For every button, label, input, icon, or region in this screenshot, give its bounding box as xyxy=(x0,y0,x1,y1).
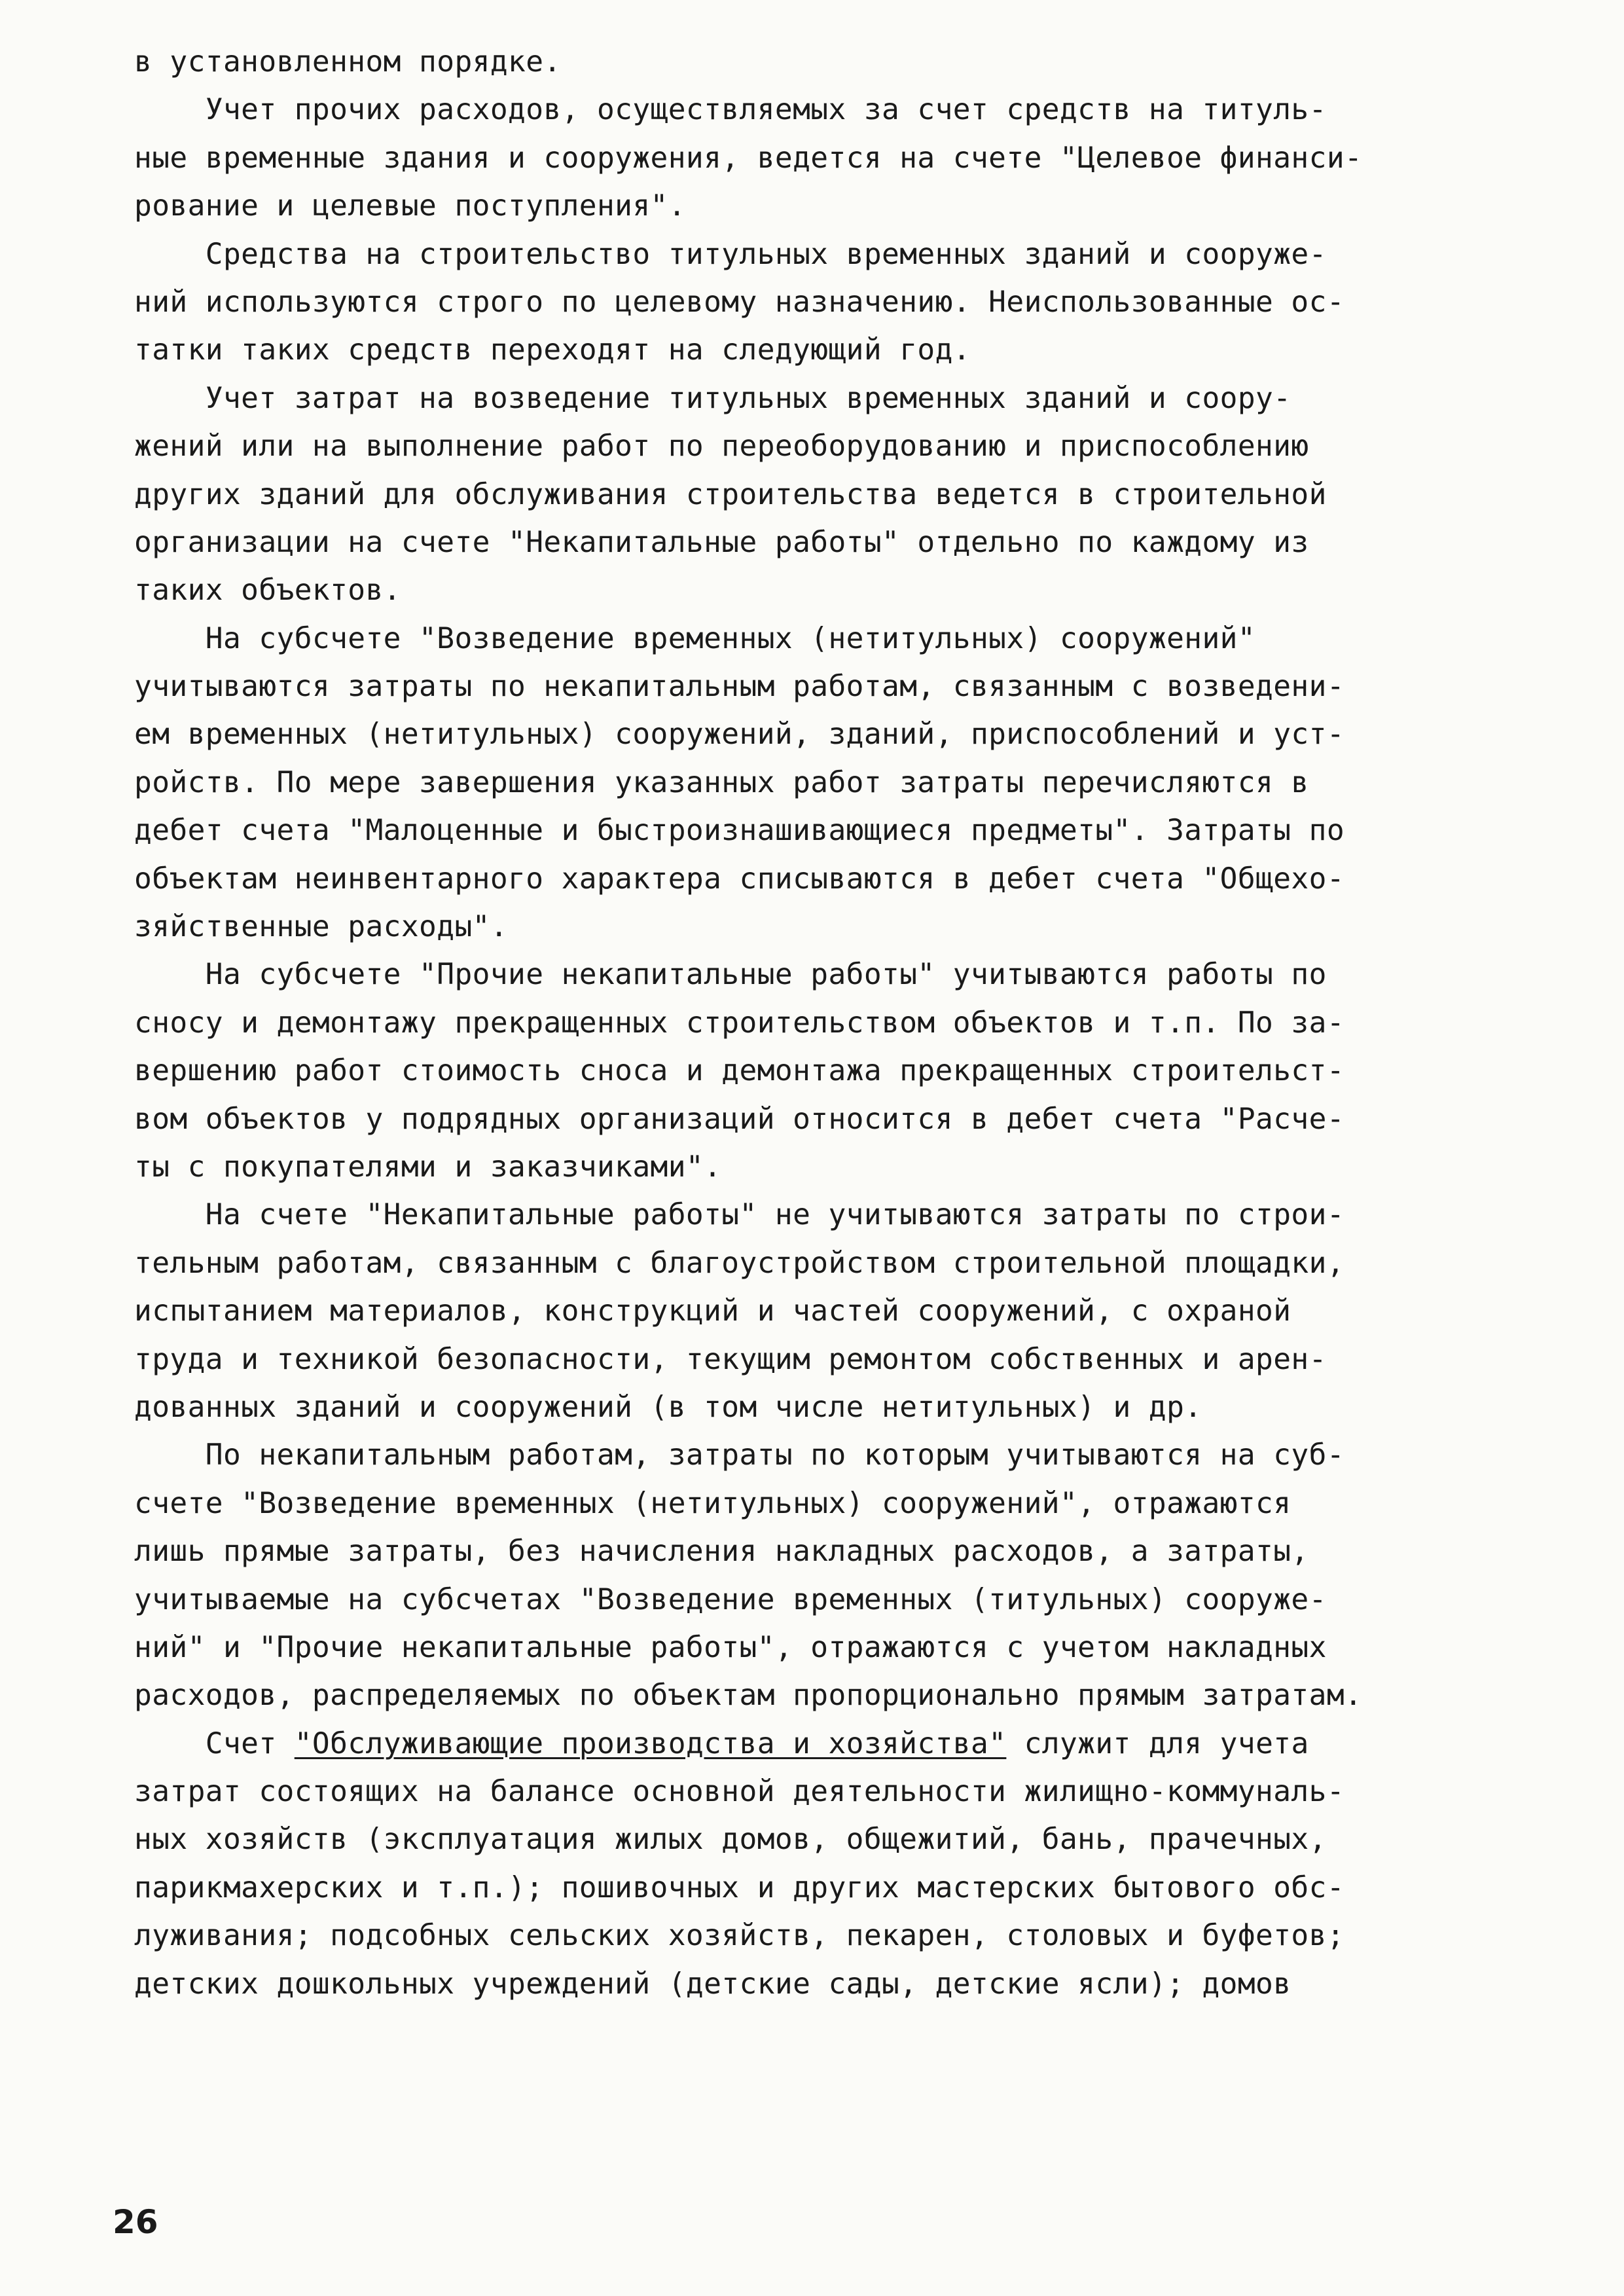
text-line-with-underline xyxy=(134,1720,1535,1768)
text-line: в установленном порядке. xyxy=(134,45,562,79)
text-line: учитываются затраты по некапитальным работам, связанным с возведени- xyxy=(134,670,1345,704)
text-line: других зданий для обслуживания строительства ведется в строительной xyxy=(134,477,1327,511)
text-line: вершению работ стоимость сноса и демонтажа прекращенных строительст- xyxy=(134,1054,1345,1088)
text-line: таких объектов. xyxy=(134,574,401,608)
text-line: организации на счете "Некапитальные работы" отдельно по каждому из xyxy=(134,525,1309,559)
text-line: татки таких средств переходят на следующий год. xyxy=(134,333,971,367)
text-line: парикмахерских и т.п.); пошивочных и других мастерских бытового обс- xyxy=(134,1870,1345,1904)
text-line: Учет затрат на возведение титульных временных зданий и соору- xyxy=(134,381,1291,415)
text-line: учитываемые на субсчетах "Возведение временных (титульных) сооруже- xyxy=(134,1582,1327,1616)
text-line: ний" и "Прочие некапитальные работы", отражаются с учетом накладных xyxy=(134,1630,1327,1664)
text-line: расходов, распределяемых по объектам пропорционально прямым затратам. xyxy=(134,1679,1363,1713)
text-line: детских дошкольных учреждений (детские сады, детские ясли); домов xyxy=(134,1967,1291,2001)
text-line: ты с покупателями и заказчиками". xyxy=(134,1150,722,1184)
text-line: труда и техникой безопасности, текущим ремонтом собственных и арен- xyxy=(134,1342,1327,1376)
text-line: Учет прочих расходов, осуществляемых за счет средств на титуль- xyxy=(134,93,1327,127)
text-line: ройств. По мере завершения указанных работ затраты перечисляются в xyxy=(134,765,1309,799)
text-line: зяйственные расходы". xyxy=(134,910,509,944)
text-line: ем временных (нетитульных) сооружений, зданий, приспособлений и уст- xyxy=(134,718,1345,752)
text-line: счете "Возведение временных (нетитульных) сооружений", отражаются xyxy=(134,1486,1291,1520)
text-line: На субсчете "Прочие некапитальные работы" учитываются работы по xyxy=(134,958,1327,992)
text-line: затрат состоящих на балансе основной деятельности жилищно-коммуналь- xyxy=(134,1775,1345,1809)
text-line: вом объектов у подрядных организаций относится в дебет счета "Расче- xyxy=(134,1102,1345,1136)
text-line: По некапитальным работам, затраты по которым учитываются на суб- xyxy=(134,1438,1345,1472)
text-line: На субсчете "Возведение временных (нетитульных) сооружений" xyxy=(134,621,1256,655)
text-line: ных хозяйств (эксплуатация жилых домов, общежитий, бань, прачечных, xyxy=(134,1823,1327,1857)
text-line: сносу и демонтажу прекращенных строительством объектов и т.п. По за- xyxy=(134,1006,1345,1040)
text-line: дованных зданий и сооружений (в том числе нетитульных) и др. xyxy=(134,1390,1202,1424)
text-line-start: Счет xyxy=(134,1726,295,1760)
text-line: ний используются строго по целевому назначению. Неиспользованные ос- xyxy=(134,285,1345,319)
underlined-account-name: "Обслуживающие производства и хозяйства" xyxy=(294,1726,1007,1760)
text-line: ные временные здания и сооружения, ведется на счете "Целевое финанси- xyxy=(134,141,1363,175)
text-line: лишь прямые затраты, без начисления накладных расходов, а затраты, xyxy=(134,1535,1309,1569)
text-line: На счете "Некапитальные работы" не учитываются затраты по строи- xyxy=(134,1198,1345,1232)
text-line: тельным работам, связанным с благоустройством строительной площадки, xyxy=(134,1246,1345,1280)
text-line: объектам неинвентарного характера списываются в дебет счета "Общехо- xyxy=(134,862,1345,896)
text-line-end: служит для учета xyxy=(1006,1726,1309,1760)
text-line: дебет счета "Малоценные и быстроизнашивающиеся предметы". Затраты по xyxy=(134,814,1345,848)
page-number: 26 xyxy=(113,2203,158,2241)
text-line: рование и целевые поступления". xyxy=(134,189,686,223)
body-text xyxy=(134,38,1535,2008)
text-line: испытанием материалов, конструкций и частей сооружений, с охраной xyxy=(134,1294,1291,1328)
text-line: луживания; подсобных сельских хозяйств, пекарен, столовых и буфетов; xyxy=(134,1919,1345,1953)
text-line: Средства на строительство титульных временных зданий и сооруже- xyxy=(134,237,1327,271)
text-line: жений или на выполнение работ по переоборудованию и приспособлению xyxy=(134,429,1309,464)
